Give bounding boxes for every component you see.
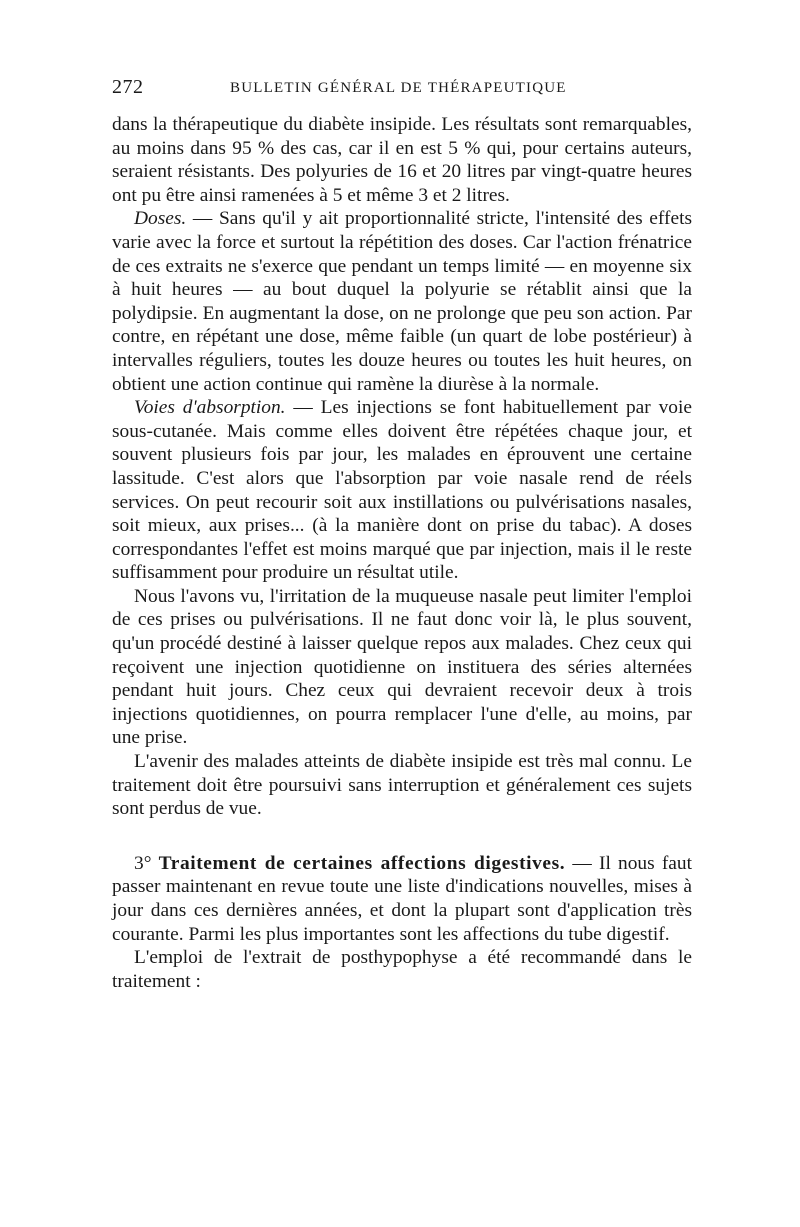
voies-absorption-text: — Les injections se font habituellement par voie sous-cutanée. Mais comme elles doivent être répétées chaque jour, et souvent plusieurs fois par jour, les malades en éprouvent une certaine lassitude. C'est alors que l'absorption par voie nasale rend de réels services. On peut recourir soit aux instillations ou pulvérisations nasales, soit mieux, aux prises... (à la manière dont on prise du tabac). A doses correspondantes l'effet est moins marqué que par injection, mais il le reste suffisamment pour produire un résultat utile.: [112, 397, 692, 584]
body-text: [112, 113, 692, 993]
journal-title: BULLETIN GÉNÉRAL DE THÉRAPEUTIQUE: [230, 80, 567, 96]
paragraph-section-3: [112, 852, 692, 946]
page-number: 272: [112, 76, 144, 98]
section-3-text: — Il nous faut passer maintenant en revue toute une liste d'indications nouvelles, mises à jour dans ces dernières années, et dont la plupart sont d'application très courante. Parmi les plus importantes sont les affections du tube digestif.: [112, 852, 692, 945]
paragraph-emploi: L'emploi de l'extrait de posthypophyse a été recommandé dans le traitement :: [112, 947, 692, 992]
doses-lead: Doses.: [134, 208, 187, 230]
running-header: [112, 76, 692, 100]
paragraph-avenir: L'avenir des malades atteints de diabète insipide est très mal connu. Le traitement doit être poursuivi sans interruption et généralement ces sujets sont perdus de vue.: [112, 751, 692, 820]
voies-absorption-lead: Voies d'absorption.: [134, 397, 286, 419]
paragraph-doses: [112, 207, 692, 396]
section-number: 3°: [134, 852, 152, 874]
paragraph-voies-absorption: [112, 396, 692, 585]
paragraph-irritation: Nous l'avons vu, l'irritation de la muqueuse nasale peut limiter l'emploi de ces prises ou pulvérisations. Il ne faut donc voir là, le plus souvent, qu'un procédé destiné à laisser quelque repos aux malades. Chez ceux qui reçoivent une injection quotidienne on instituera des séries alternées pendant huit jours. Chez ceux qui devraient recevoir deux à trois injections quotidiennes, on pourra remplacer l'une d'elle, au moins, par une prise.: [112, 585, 692, 749]
paragraph-intro-continuation: dans la thérapeutique du diabète insipide. Les résultats sont remarquables, au moins dans 95 % des cas, car il en est 5 % qui, pour certains auteurs, seraient résistants. Des polyuries de 16 et 20 litres par vingt-quatre heures ont pu être ainsi ramenées à 5 et même 3 et 2 litres.: [112, 114, 692, 206]
doses-text: — Sans qu'il y ait proportionnalité stricte, l'intensité des effets varie avec la force et surtout la répétition des doses. Car l'action frénatrice de ces extraits ne s'exerce que pendant un temps limité — en moyenne six à huit heures — au bout duquel la polyurie se rétablit ainsi que la polydipsie. En augmentant la dose, on ne prolonge que peu son action. Par contre, en répétant une dose, même faible (un quart de lobe postérieur) à intervalles réguliers, toutes les douze heures ou toutes les huit heures, on obtient une action continue qui ramène la diurèse à la normale.: [112, 208, 692, 395]
section-heading: Traitement de certaines affections digestives.: [158, 852, 566, 874]
